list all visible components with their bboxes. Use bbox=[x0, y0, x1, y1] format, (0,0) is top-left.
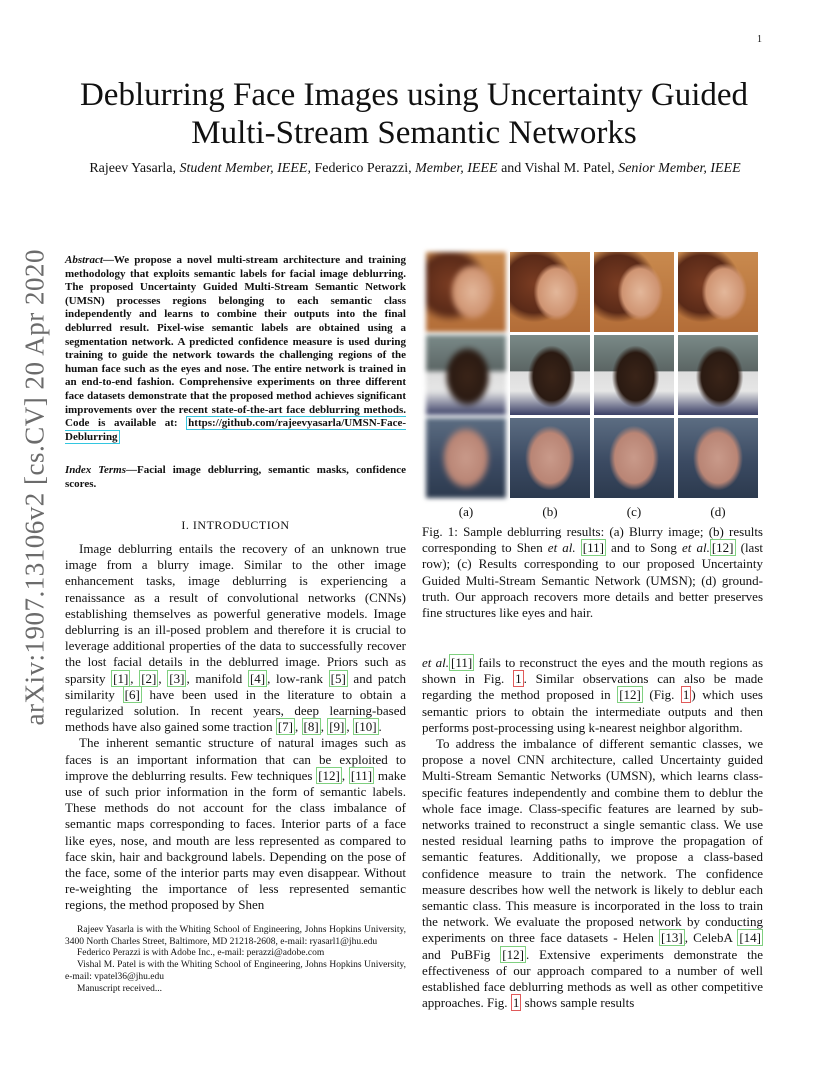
figure-label: (b) bbox=[542, 504, 558, 519]
code-link[interactable]: https://github.com/rajeevyasarla/UMSN-Face-Deblurring bbox=[65, 417, 406, 443]
citation-link[interactable]: [11] bbox=[582, 540, 604, 556]
author-2-role: Member, IEEE bbox=[415, 161, 498, 176]
citation-link[interactable]: [12] bbox=[619, 687, 641, 703]
figure-caption bbox=[422, 524, 763, 621]
index-terms-text: —Facial image deblurring, semantic masks, confidence scores. bbox=[65, 464, 406, 490]
figure-label: (a) bbox=[458, 504, 474, 519]
figure-column-labels bbox=[426, 504, 759, 520]
citation-link[interactable]: [12] bbox=[502, 946, 524, 962]
index-terms bbox=[65, 464, 406, 491]
author-3: and Vishal M. Patel, bbox=[501, 161, 615, 176]
intro-paragraph-1 bbox=[65, 541, 406, 735]
citation-link[interactable]: [11] bbox=[350, 767, 373, 783]
citation-link[interactable]: [3] bbox=[169, 670, 185, 686]
text: . Similar observations can also be made regarding the method proposed in bbox=[422, 671, 764, 703]
page-number: 1 bbox=[757, 34, 762, 45]
citation-link[interactable]: [12] bbox=[318, 767, 340, 783]
text: , bbox=[341, 767, 349, 783]
text: The inherent semantic structure of natural images such as faces is an important information that can be exploited to improve the deblurring results. Few techniques bbox=[65, 735, 406, 783]
citation-link[interactable]: [13] bbox=[661, 930, 683, 946]
author-2: Federico Perazzi, bbox=[314, 161, 412, 176]
face-image-umsn bbox=[594, 252, 674, 332]
citation-link[interactable]: [2] bbox=[141, 670, 157, 686]
text: fails to reconstruct the eyes and the mouth regions as shown in Fig. bbox=[422, 655, 764, 687]
text: and to Song bbox=[605, 540, 682, 556]
citation-link[interactable]: [12] bbox=[711, 540, 734, 556]
text: , low-rank bbox=[267, 670, 329, 686]
citation-link[interactable]: [5] bbox=[330, 670, 346, 686]
text: et al. bbox=[681, 540, 710, 556]
citation-link[interactable]: [4] bbox=[249, 670, 266, 686]
figure-image-grid bbox=[426, 252, 759, 498]
citation-link[interactable]: [8] bbox=[303, 719, 319, 735]
face-image-ground-truth bbox=[678, 418, 758, 498]
text: , bbox=[130, 670, 140, 686]
abstract bbox=[65, 254, 406, 444]
footnote: Vishal M. Patel is with the Whiting School of Engineering, Johns Hopkins University, e-mail: vpatel36@jhu.edu bbox=[65, 960, 406, 982]
right-column-body bbox=[422, 655, 763, 1011]
text: , CelebA bbox=[684, 930, 738, 946]
author-3-role: Senior Member, IEEE bbox=[618, 161, 741, 176]
face-image-umsn bbox=[594, 418, 674, 498]
title-line-2: Multi-Stream Semantic Networks bbox=[191, 115, 637, 151]
citation-link[interactable]: [9] bbox=[329, 719, 345, 735]
text: et al. bbox=[422, 655, 450, 670]
footnotes bbox=[65, 925, 406, 995]
intro-paragraph-2 bbox=[65, 735, 406, 913]
text: To address the imbalance of different semantic classes, we propose a novel CNN architecture, called Uncertainty guided Multi-Stream Semantic Networks (UMSN), which learns class-specific features independently and combine them to deblur the whole face image. Class-specific features are learned by sub-networks trained to reconstruct a single semantic class. We use nested residual learning paths to improve the propagation of semantic features. Additionally, we propose a class-based confidence measure to train the network. The confidence measure describes how well the network is likely to deblur each semantic class. This measure is incorporated in the loss to train the network. We evaluate the proposed network by conducting experiments on three face datasets - Helen bbox=[422, 736, 763, 946]
figure-label: (c) bbox=[626, 504, 642, 519]
citation-link[interactable]: [14] bbox=[739, 930, 761, 946]
face-image-ground-truth bbox=[678, 252, 758, 332]
text: make use of such prior information in the form of semantic labels. These methods do not account for the class imbalance of semantic maps corresponding to faces. Interior parts of a face like eyes, nose, and mouth are less represented as compared to face skin, hair and background labels. Depending on the pose of the face, some of the interior parts may even disappear. Without re-weighting the importance of less represented semantic regions, the method proposed by Shen bbox=[65, 767, 407, 913]
face-image-blurry bbox=[426, 335, 506, 415]
right-paragraph-2 bbox=[422, 736, 763, 1011]
text: . bbox=[378, 719, 382, 735]
face-image-prior-method bbox=[510, 335, 590, 415]
author-1: Rajeev Yasarla, bbox=[89, 161, 177, 176]
title-line-1: Deblurring Face Images using Uncertainty Guided bbox=[79, 77, 749, 113]
text: (Fig. bbox=[642, 687, 681, 703]
face-image-blurry bbox=[426, 418, 506, 498]
figure-link[interactable]: 1 bbox=[512, 995, 520, 1011]
text: , bbox=[346, 719, 353, 735]
text: , bbox=[295, 719, 302, 735]
text: , bbox=[320, 719, 328, 735]
text: ) which uses semantic priors to obtain the intermediate outputs and then performs post-processing using k-nearest neighbor algorithm. bbox=[422, 687, 763, 735]
author-1-role: Student Member, IEEE, bbox=[179, 161, 311, 176]
right-paragraph-1 bbox=[422, 655, 763, 736]
text: and PuBFig bbox=[422, 946, 501, 962]
citation-link[interactable]: [7] bbox=[277, 719, 294, 735]
text: . Extensive experiments demonstrate the effectiveness of our approach compared to a number of well established face deblurring methods as well as other competitive approaches. Fig. bbox=[422, 946, 763, 1011]
abstract-text: —We propose a novel multi-stream architecture and training methodology that exploits semantic labels for facial image deblurring. The proposed Uncertainty Guided Multi-Stream Semantic Network (UMSN) processes regions belonging to each semantic class independently and learns to combine their outputs into the final deblurred result. Pixel-wise semantic labels are obtained using a segmentation network. A predicted confidence measure is used during training to guide the network towards the challenging regions of the human face such as the eyes and nose. The entire network is trained in an end-to-end fashion. Comprehensive experiments on three different face datasets demonstrate that the proposed method achieves significant improvements over the recent state-of-the-art face deblurring methods. Code is available at: bbox=[65, 254, 406, 430]
text: , bbox=[158, 670, 168, 686]
introduction-body bbox=[65, 541, 406, 914]
section-heading: I. INTRODUCTION bbox=[181, 518, 290, 532]
face-image-blurry bbox=[426, 252, 506, 332]
text: et al. bbox=[547, 540, 576, 556]
face-image-umsn bbox=[594, 335, 674, 415]
citation-link[interactable]: [11] bbox=[451, 655, 473, 670]
text: Image deblurring entails the recovery of an unknown true image from a blurry image. Similar to the other image enhancement tasks, image deblurring is experiencing a renaissance as a result of convolutional networks (CNNs) establishing themselves as powerful generative models. Image deblurring is an ill-posed problem and therefore it is crucial to leverage additional properties of the data to successfully recover the lost facial details in the deblurred image. Priors such as sparsity bbox=[65, 541, 406, 686]
text: have been used in the literature to obtain a regularized solution. In recent years, deep learning-based methods have also gained some traction bbox=[65, 686, 406, 735]
abstract-label: Abstract bbox=[65, 254, 103, 266]
footnote: Federico Perazzi is with Adobe Inc., e-mail: perazzi@adobe.com bbox=[77, 948, 325, 959]
index-terms-label: Index Terms bbox=[65, 464, 126, 476]
face-image-prior-method bbox=[510, 252, 590, 332]
citation-link[interactable]: [10] bbox=[354, 719, 377, 735]
text: , manifold bbox=[186, 670, 248, 686]
text: Fig. 1: Sample deblurring results: (a) Blurry image; (b) results corresponding to Shen bbox=[422, 524, 763, 556]
paper-title bbox=[40, 76, 788, 152]
author-list bbox=[70, 160, 760, 178]
citation-link[interactable]: [1] bbox=[113, 670, 129, 686]
footnote: Rajeev Yasarla is with the Whiting School of Engineering, Johns Hopkins University, 3400 North Charles Street, Baltimore, MD 21218-2608, e-mail: ryasarl1@jhu.edu bbox=[65, 925, 406, 947]
face-image-ground-truth bbox=[678, 335, 758, 415]
arxiv-identifier: arXiv:1907.13106v2 [cs.CV] 20 Apr 2020 bbox=[19, 249, 50, 726]
citation-link[interactable]: [6] bbox=[124, 686, 140, 702]
face-image-prior-method bbox=[510, 418, 590, 498]
figure-label: (d) bbox=[710, 504, 726, 519]
figure-link[interactable]: 1 bbox=[682, 687, 690, 703]
text: and patch similarity bbox=[65, 670, 407, 702]
text: (last row); (c) Results corresponding to our proposed Uncertainty Guided Multi-Stream Semantic Network (UMSN); (d) ground-truth. Our approach recovers more details and better preserves fine structures like eyes and hair. bbox=[422, 540, 764, 621]
text: shows sample results bbox=[521, 995, 635, 1011]
figure-link[interactable]: 1 bbox=[515, 671, 522, 687]
footnote: Manuscript received... bbox=[77, 983, 162, 994]
